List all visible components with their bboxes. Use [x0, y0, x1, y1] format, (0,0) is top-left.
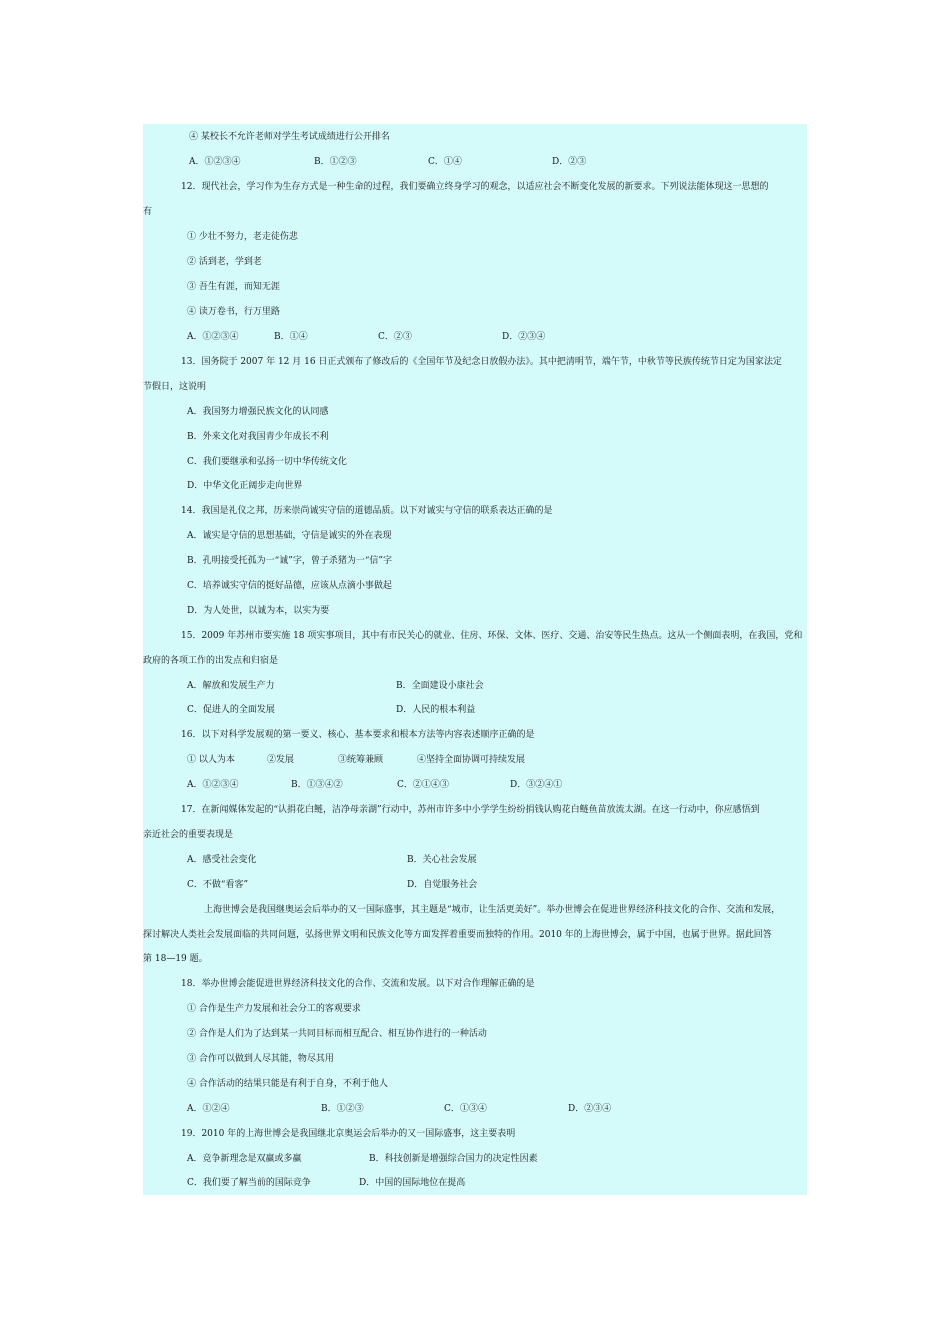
q18-option-d: D．②③④	[568, 1104, 612, 1114]
q17-option-a: A．感受社会变化	[187, 855, 257, 865]
q12-option-b: B．①④	[274, 332, 308, 342]
q12-option-d: D．②③④	[502, 332, 546, 342]
q12-option-a: A．①②③④	[187, 332, 239, 342]
q16-option-b: B．①③④②	[291, 780, 343, 790]
q16-option-c: C．②①④③	[397, 780, 449, 790]
q12-option-c: C．②③	[378, 332, 412, 342]
q18-option-a: A．①②④	[187, 1104, 230, 1114]
q19-option-c: C．我们要了解当前的国际竞争	[187, 1178, 311, 1188]
q17-option-d: D．自觉服务社会	[407, 880, 478, 890]
q19-option-d: D．中国的国际地位在提高	[359, 1178, 466, 1188]
q11-option-d: D．②③	[552, 157, 587, 167]
q16-option-d: D．③②④①	[510, 780, 563, 790]
q16-item-3: ③统筹兼顾	[338, 755, 384, 765]
q19-option-b: B．科技创新是增强综合国力的决定性因素	[369, 1154, 538, 1164]
q16-option-a: A．①②③④	[187, 780, 239, 790]
q15-option-c: C．促进人的全面发展	[187, 705, 275, 715]
q19-option-a: A．竞争新理念是双赢或多赢	[187, 1154, 302, 1164]
q11-option-b: B．①②③	[314, 157, 357, 167]
q15-option-b: B．全面建设小康社会	[396, 681, 484, 691]
exam-page: ④ 某校长不允许老师对学生考试成绩进行公开排名 A．①②③④ B．①②③ C．①④ D．②③ 12．现代社会，学习作为生存方式是一种生命的过程，我们要确立终身学习的观念，以适应社会不断变化发展的新要求。下列说法能体现这一思想的 有 ① 少壮不努力，老走徒伤悲 ② 活到老，学到老 ③ 吾生有涯，而知无涯 ④ 读万卷书，行万里路 A．①②③④ B．①④ C．②③ D．②③④ 13．国务院于 2007 年 12 月 16 日正式颁布了修改后的《全国年节及纪念日放假办法》。其中把清明节，端午节，中秋节等民族传统节日定为国家法定 节假日，这说明 A．我国努力增强民族文化的认同感 B．外来文化对我国青少年成长不利 C．我们要继承和弘扬一切中华传统文化 D．中华文化正阔步走向世界 14．我国是礼仪之邦，历来崇尚诚实守信的道德品质。以下对诚实与守信的联系表达正确的是 A．诚实是守信的思想基础，守信是诚实的外在表现 B．孔明接受托孤为一“诚”字，曾子杀猪为一“信”字 C．培养诚实守信的挺好品德，应该从点滴小事做起 D．为人处世，以诚为本，以实为要 15．2009 年苏州市要实施 18 项实事项目，其中有市民关心的就业、住房、环保、文体、医疗、交通、治安等民生热点。这从一个侧面表明，在我国，党和 政府的各项工作的出发点和归宿是 A．解放和发展生产力 B．全面建设小康社会 C．促进人的全面发展 D．人民的根本利益 16．以下对科学发展观的第一要义、核心、基本要求和根本方法等内容表述顺序正确的是 ① 以人为本 ②发展 ③统筹兼顾 ④坚持全面协调可持续发展 A．①②③④ B．①③④② C．②①④③ D．③②④① 17．在新闻媒体发起的“认捐花白鲢，洁净母亲湖”行动中，苏州市许多中小学学生纷纷捐钱认购花白鲢鱼苗放流太湖。在这一行动中，你应感悟到 亲近社会的重要表现是 A．感受社会变化 B．关心社会发展 C．不做“看客” D．自觉服务社会 上海世博会是我国继奥运会后举办的又一国际盛事，其主题是“城市，让生活更美好”。举办世博会在促进世界经济科技文化的合作、交流和发展， 探讨解决人类社会发展面临的共同问题，弘扬世界文明和民族文化等方面发挥着重要而独特的作用。2010 年的上海世博会，属于中国，也属于世界。据此回答 第 18—19 题。 18．举办世博会能促进世界经济科技文化的合作、交流和发展。以下对合作理解正确的是 ① 合作是生产力发展和社会分工的客观要求 ② 合作是人们为了达到某一共同目标而相互配合、相互协作进行的一种活动 ③ 合作可以做到人尽其能，物尽其用 ④ 合作活动的结果只能是有利于自身，不利于他人 A．①②④ B．①②③ C．①③④ D．②③④ 19．2010 年的上海世博会是我国继北京奥运会后举办的又一国际盛事，这主要表明 A．竞争新理念是双赢或多赢 B．科技创新是增强综合国力的决定性因素 C．我们要了解当前的国际竞争 D．中国的国际地位在提高	[143, 124, 807, 1195]
q16-item-4: ④坚持全面协调可持续发展	[417, 755, 526, 765]
q11-option-c: C．①④	[428, 157, 462, 167]
q16-item-1: ① 以人为本	[187, 755, 235, 765]
q15-option-d: D．人民的根本利益	[396, 705, 476, 715]
q11-option-a: A．①②③④	[189, 157, 241, 167]
q17-option-b: B．关心社会发展	[407, 855, 477, 865]
q18-option-b: B．①②③	[321, 1104, 364, 1114]
q15-option-a: A．解放和发展生产力	[187, 681, 275, 691]
q18-option-c: C．①③④	[444, 1104, 487, 1114]
q17-option-c: C．不做“看客”	[187, 880, 249, 890]
q16-item-2: ②发展	[267, 755, 295, 765]
